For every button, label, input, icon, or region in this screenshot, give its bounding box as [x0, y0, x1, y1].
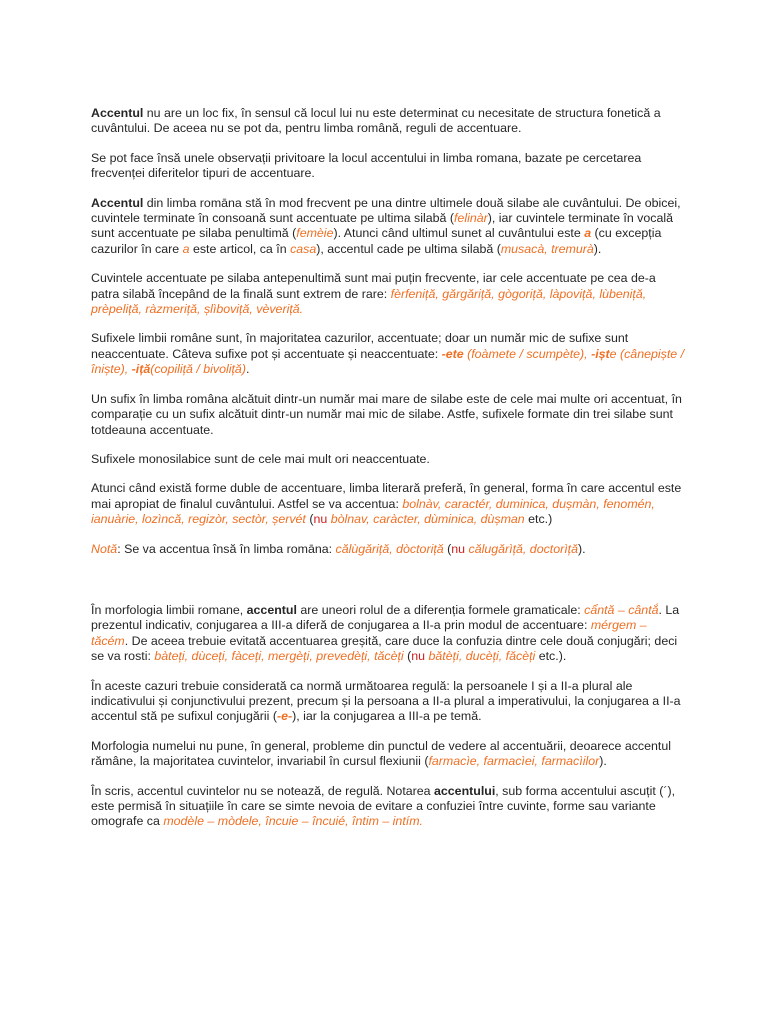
- bold-term: Accentul: [91, 106, 144, 120]
- paragraph: [91, 784, 685, 830]
- paragraph: [91, 271, 685, 317]
- text-run: (: [403, 649, 412, 664]
- example-text: fèrfeniță, gărgăriță, gògoriță, làpoviță, lùbeniță, prèpeliță, ràzmeriță, șlìboviță, vèveriță.: [91, 286, 647, 317]
- example-bold: -ișt: [591, 346, 610, 361]
- example-text: bòlnav, caràcter, dùminica, dùșman: [330, 512, 525, 527]
- text-run: ), iar cuvintele terminate în vocală sunt accentuate pe silaba penultimă (: [91, 211, 673, 241]
- negation-word: nu: [411, 649, 426, 664]
- paragraph: [91, 452, 685, 467]
- example-text: modèle – mòdele, încuie – încuié, întim – intím.: [163, 814, 423, 829]
- example-text: cẩntă – cântắ: [584, 602, 659, 617]
- negation-word: nu: [313, 512, 328, 527]
- paragraph: [91, 481, 685, 527]
- example-text: călugărìță, doctorìță: [468, 541, 579, 556]
- text-run: nu are un loc fix, în sensul că locul lui nu este determinat cu necesitate de structura fonetică a cuvântului. De aceea nu se pot da, pentru limba română, reguli de accentuare.: [91, 106, 661, 136]
- text-run: În morfologia limbii romane,: [91, 602, 247, 617]
- paragraph: [91, 392, 685, 438]
- section-gap: [91, 571, 685, 603]
- text-run: (cu excepția cazurilor în care: [91, 226, 662, 256]
- example-text: felinàr: [453, 211, 488, 226]
- text-run: Se pot face însă unele observații privitoare la locul accentului in limba romana, bazate pe cercetarea frecvenței diferitelor tipuri de accentuare.: [91, 150, 642, 181]
- text-run: În scris, accentul cuvintelor nu se notează, de regulă. Notarea: [91, 783, 434, 798]
- example-text: mérgem – tăcém: [91, 618, 647, 648]
- bold-term: accentul: [246, 602, 297, 617]
- paragraph: [91, 679, 685, 725]
- example-text: e (cânepiște / îniște),: [91, 346, 685, 377]
- text-run: Sufixele limbii române sunt, în majoritatea cazurilor, accentuate; doar un număr mic de sufixe sunt neaccentuate. Câteva sufixe pot și accentuate și neaccentuate:: [91, 331, 629, 361]
- text-run: din limba romāna stă în mod frecvent pe una dintre ultimele două silabe ale cuvântului. De obicei, cuvintele terminate în consoană sunt accentuate pe ultima silabă (: [91, 195, 681, 226]
- text-run: Un sufix în limba româna alcătuit dintr-un număr mai mare de silabe este de cele mai multe ori accentuat, în comparație cu un sufix alcătuit dintr-un număr mai mic de silabe. Astfe, sufixele formate din trei silabe sunt totdeauna accentuate.: [91, 391, 682, 437]
- negation-word: nu: [451, 541, 466, 556]
- example-text: bolnàv, caractér, duminica, dușmàn, fenomén, ianuàrie, lozìncă, regizòr, sectòr, șervét: [91, 496, 655, 527]
- example-text: (copiliță / bivoliță): [150, 362, 246, 377]
- bold-term: Accentul: [91, 195, 144, 210]
- example-bold: -ete: [441, 346, 464, 361]
- text-run: (: [305, 512, 314, 527]
- text-run: este articol, ca în: [189, 241, 291, 256]
- paragraph: [91, 542, 685, 557]
- paragraph: [91, 151, 685, 182]
- paragraph: [91, 739, 685, 770]
- text-run: ), accentul cade pe ultima silabă (: [316, 241, 501, 256]
- example-text: Notă: [91, 541, 118, 556]
- text-run: Sufixele monosilabice sunt de cele mai mult ori neaccentuate.: [91, 451, 430, 466]
- text-run: ).: [599, 754, 607, 769]
- text-run: . De aceea trebuie evitată accentuarea greșită, care duce la confuzia dintre cele două conjugări; deci se va rosti:: [91, 633, 678, 664]
- text-run: Morfologia numelui nu pune, în general, probleme din punctul de vedere al accentuării, deoarece accentul rămâne, la majoritatea cuvintelor, invariabil în cursul flexiunii (: [91, 738, 671, 769]
- example-bold: -iță: [131, 362, 151, 377]
- example-bold: a: [584, 226, 592, 241]
- example-text: călùgăriță, dòctoriță: [335, 541, 444, 556]
- example-text: femèie: [296, 226, 334, 241]
- text-run: Cuvintele accentuate pe silaba antepenultimă sunt mai puțin frecvente, iar cele accentuate pe cea de-a patra silabă începând de la finală sunt extrem de rare:: [91, 271, 656, 301]
- text-run: .: [245, 362, 250, 377]
- text-run: ).: [578, 541, 586, 556]
- example-text: bàteți, dùceți, fàceți, mergèți, prevedèți, tăcèți: [154, 649, 404, 664]
- text-run: are uneori rolul de a diferenția formele gramaticale:: [296, 602, 585, 617]
- example-text: a: [182, 241, 190, 256]
- text-run: ). Atunci când ultimul sunet al cuvântului este: [333, 226, 585, 241]
- example-text: farmacìe, farmacìei, farmacìilor: [428, 754, 600, 769]
- text-run: ).: [593, 241, 602, 256]
- text-run: : Se va accentua însă în limba romāna:: [117, 541, 336, 556]
- bold-term: accentului: [434, 783, 496, 798]
- paragraph: [91, 603, 685, 665]
- text-run: Atunci când există forme duble de accentuare, limba literară preferă, în general, forma în care accentul este mai apropiat de finalul cuvântului. Astfel se va accentua:: [91, 481, 682, 511]
- paragraph: [91, 196, 685, 258]
- text-run: În aceste cazuri trebuie considerată ca normă următoarea regulă: la persoanele I și a II-a plural ale indicativului și conjunctivului prezent, precum și la persoana a II-a plural a imperativului, la conjugarea a II-a accentul stă pe sufixul conjugării (: [91, 678, 681, 724]
- text-run: . La prezentul indicativ, conjugarea a III-a diferă de conjugarea a II-a prin modul de accentuare:: [91, 602, 680, 633]
- paragraph: [91, 106, 685, 137]
- example-text: casa: [290, 241, 317, 256]
- text-run: etc.): [524, 512, 553, 527]
- example-text: bătèți, ducèți, făcèți: [428, 649, 536, 664]
- example-bold: -e-: [276, 709, 293, 724]
- text-run: (: [443, 541, 452, 556]
- paragraph: [91, 331, 685, 377]
- example-text: musacà, tremurà: [500, 241, 594, 256]
- text-run: etc.).: [535, 649, 567, 664]
- text-run: ), iar la conjugarea a III-a pe temă.: [292, 709, 482, 724]
- text-run: , sub forma accentului ascuțit (´), este permisă în situațiile în care se simte nevoia de evitare a confuziei între cuvinte, forme sau variante omografe ca: [91, 783, 676, 829]
- example-text: (foàmete / scumpète),: [463, 346, 592, 361]
- document-body: [91, 106, 685, 844]
